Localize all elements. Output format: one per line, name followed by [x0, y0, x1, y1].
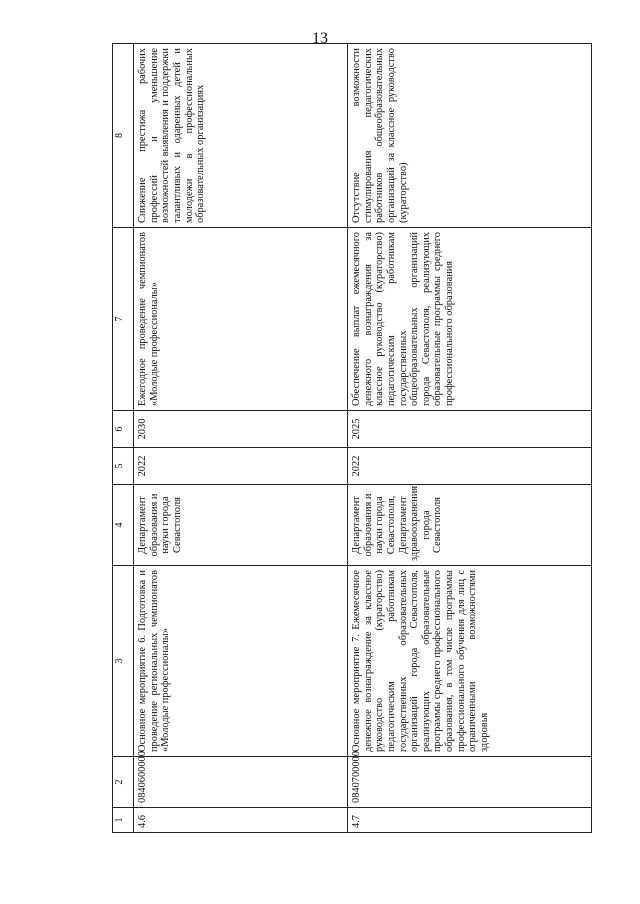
- column-number-row: [113, 44, 134, 833]
- program-measures-table: [112, 43, 592, 833]
- row-number: 4.7: [348, 808, 592, 833]
- row-code: 0840600000: [134, 757, 348, 808]
- row-start-year: 2022: [348, 448, 592, 485]
- rotated-table-frame: [112, 48, 590, 833]
- header-col-8: 8: [113, 44, 134, 228]
- header-col-2: 2: [113, 757, 134, 808]
- header-col-6: 6: [113, 411, 134, 448]
- row-end-year: 2030: [134, 411, 348, 448]
- row-consequences: Отсутствие возможности стимулирования педагогических работников общеобразовательных организаций за классное руководство (кураторство): [348, 44, 592, 228]
- row-measure: Основное мероприятие 7. Ежемесячное денежное вознаграждение за классное руководство (кураторство) педагогическим работникам государственных образовательных организаций города Севастополя, реализующих образовательные программы среднего профессионального образования, в том числе программы профессионального обучения для лиц с ограниченными возможностями здоровья: [348, 566, 592, 757]
- row-executor: Департамент образования и науки города Севастополя, Департамент здравоохранения города Севастополя: [348, 485, 592, 566]
- row-executor: Департамент образования и науки города Севастополя: [134, 485, 348, 566]
- table-row: [134, 44, 348, 833]
- header-col-7: 7: [113, 228, 134, 411]
- table-container: [112, 48, 590, 833]
- table-row: [348, 44, 592, 833]
- row-number: 4.6: [134, 808, 348, 833]
- header-col-4: 4: [113, 485, 134, 566]
- header-col-5: 5: [113, 448, 134, 485]
- row-content: Обеспечение выплат ежемесячного денежного вознаграждения за классное руководство (кураторство) педагогическим работникам государственных общеобразовательных организаций города Севастополя, реализующих образовательные программы среднего профессионального образования: [348, 228, 592, 411]
- row-start-year: 2022: [134, 448, 348, 485]
- row-end-year: 2025: [348, 411, 592, 448]
- header-col-1: 1: [113, 808, 134, 833]
- row-content: Ежегодное проведение чемпионатов «Молодые профессионалы»: [134, 228, 348, 411]
- row-measure: Основное мероприятие 6. Подготовка и проведение региональных чемпионатов «Молодые профессионалы»: [134, 566, 348, 757]
- row-code: 0840700000: [348, 757, 592, 808]
- row-consequences: Снижение престижа рабочих профессий и уменьшение возможностей выявления и поддержки талантливых и одаренных детей и молодежи в профессиональных образовательных организациях: [134, 44, 348, 228]
- header-col-3: 3: [113, 566, 134, 757]
- page-number: 13: [312, 30, 328, 47]
